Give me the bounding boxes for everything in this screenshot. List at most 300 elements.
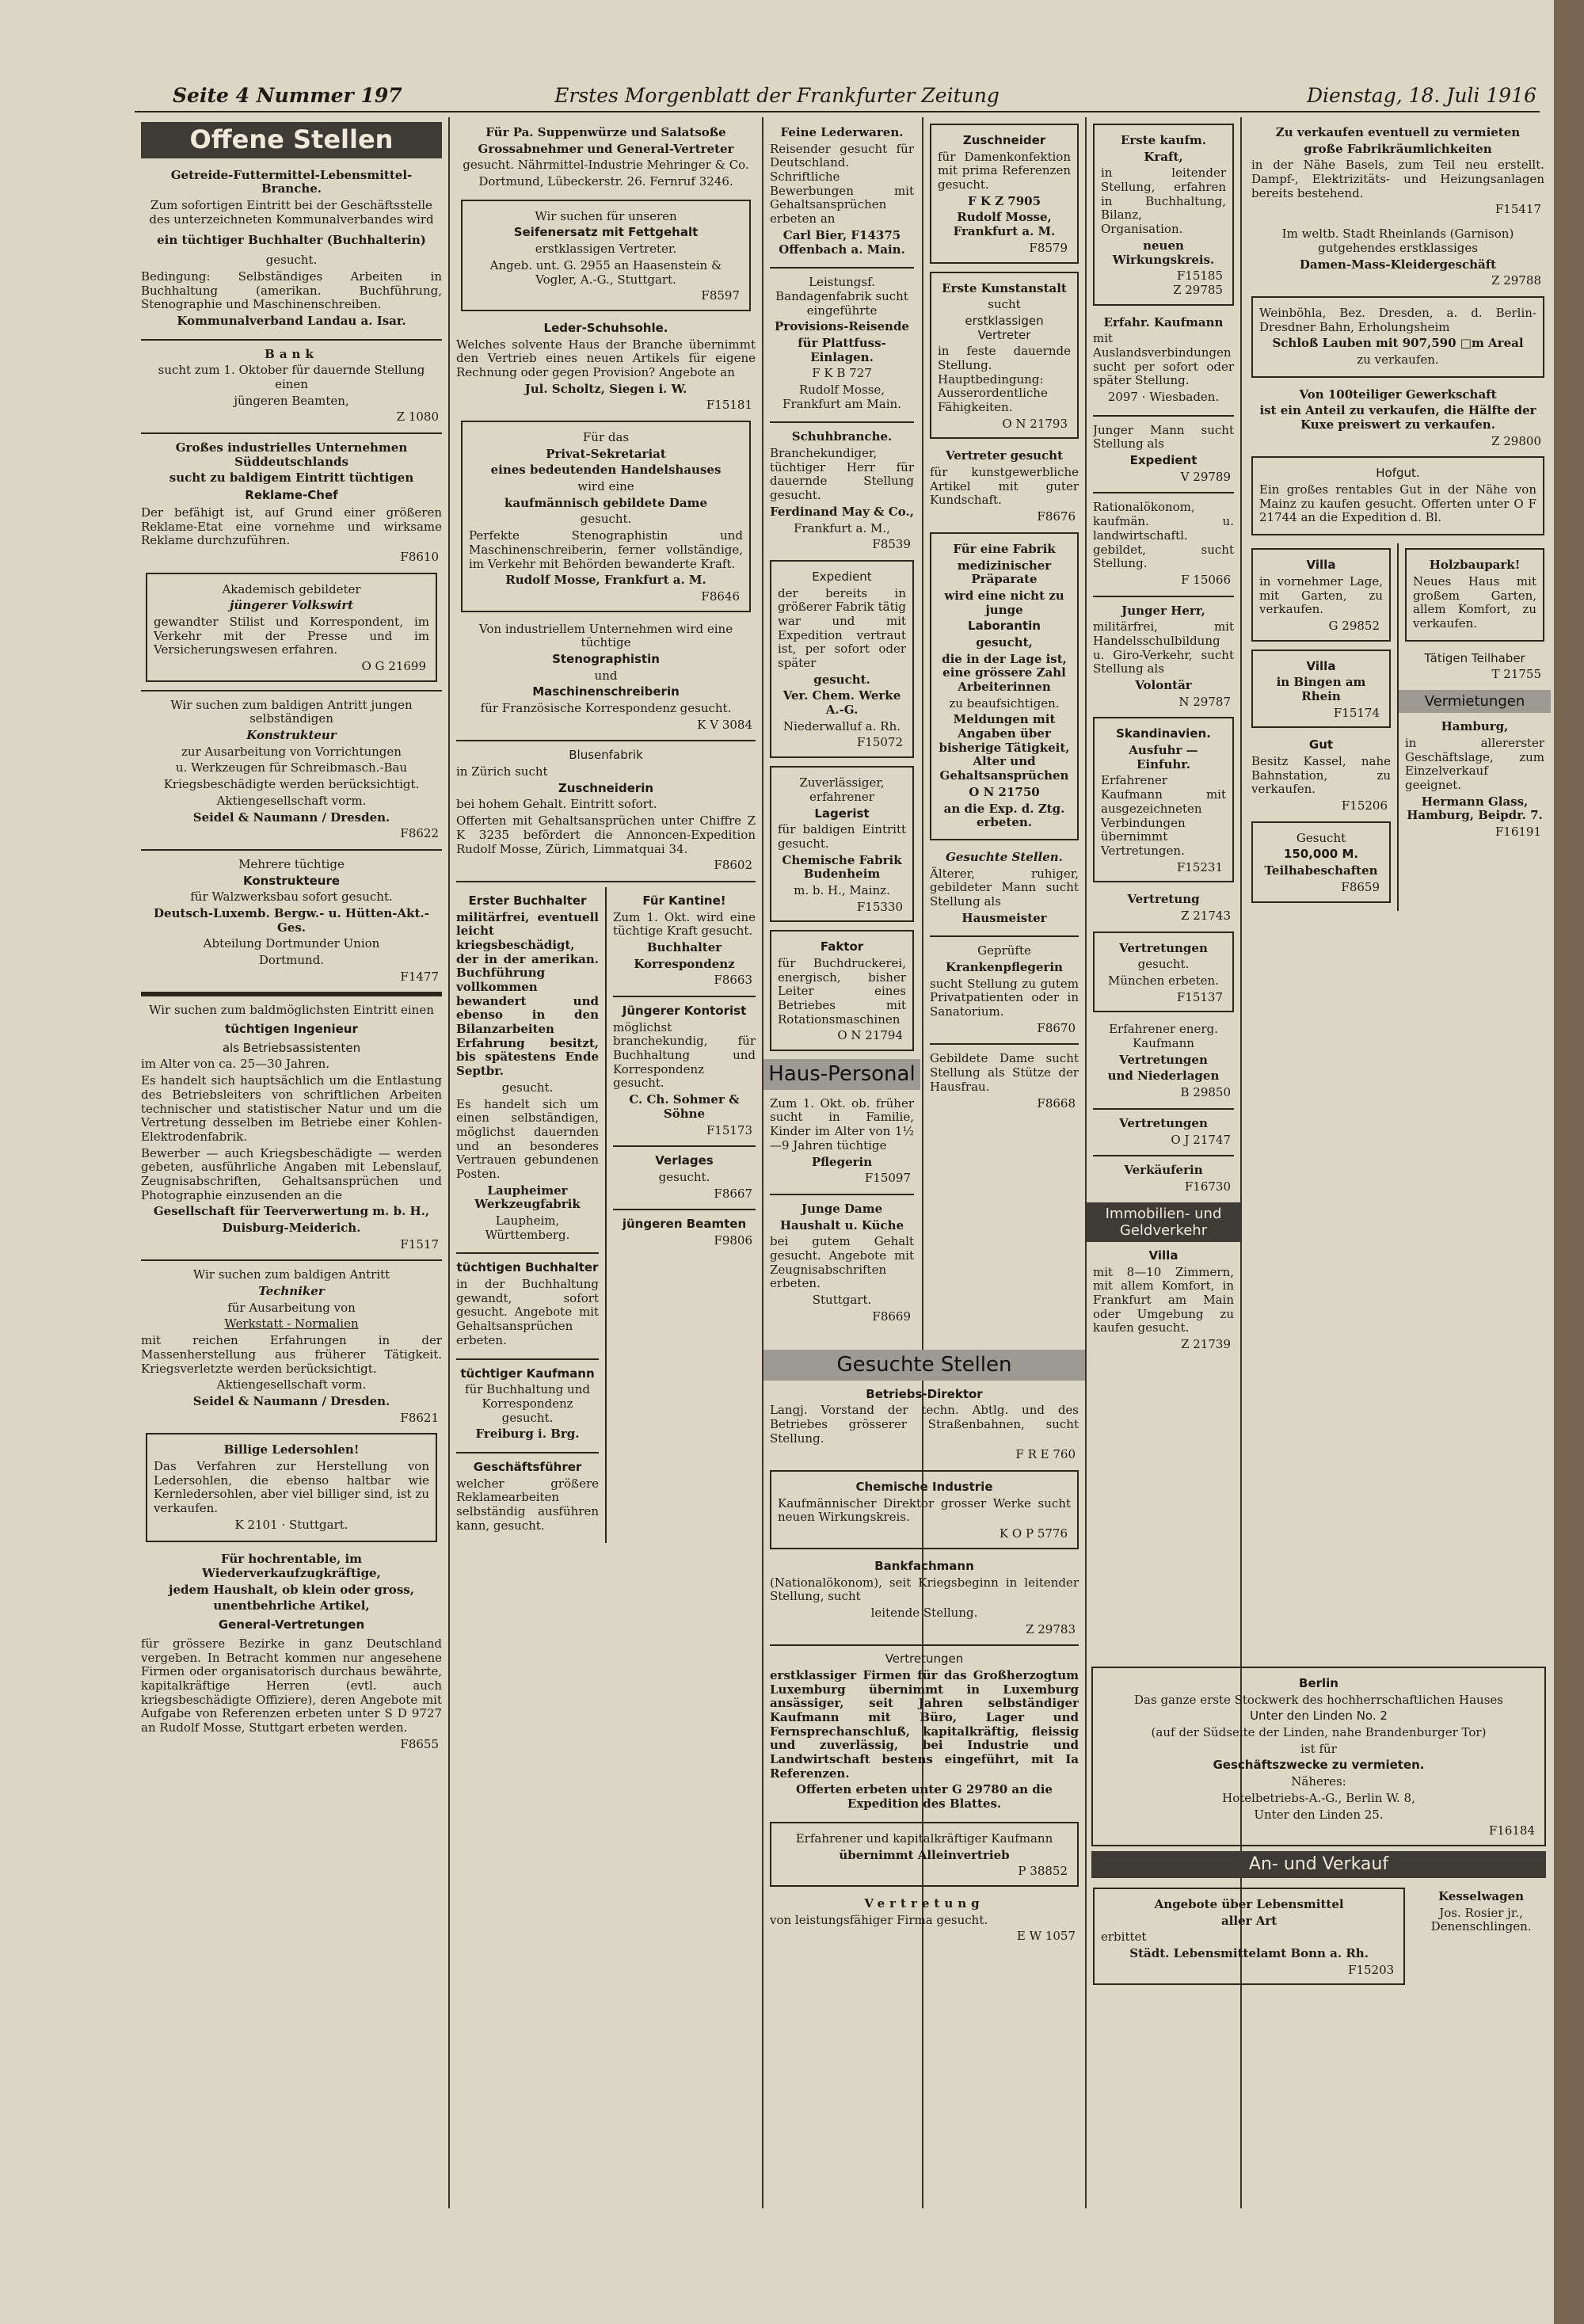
ad-signature: Carl Bier, F14375 Offenbach a. Main. — [779, 227, 905, 257]
ad-damen-mass — [1251, 225, 1544, 288]
ad-general-vertretungen — [141, 1550, 442, 1751]
ad-headline: Angebote über Lebensmittel — [1154, 1896, 1344, 1911]
section-band-offene-stellen — [141, 122, 442, 158]
ad-text: Wir suchen zum baldmöglichsten Eintritt einen — [149, 1003, 434, 1018]
ad-kunstanstalt — [930, 272, 1079, 440]
ad-chemische-industrie — [770, 1470, 1079, 1549]
bottom-right — [1411, 1883, 1551, 1993]
ad-text: Es handelt sich hauptsächlich um die Entlastung des Betriebsleiters von schriftlichen Arbeiten technischer und statistischer Natur und um die Vertretung desselben im Betriebe einer Kohlen-Elektrodenfabrik. — [141, 1073, 442, 1144]
ad-schuhbranche: Schuhbranche. Branchekundiger, tüchtiger Herr für dauernde Stellung gesucht. Ferdinand May & Co., Frankfurt a. M., F8539 — [770, 429, 914, 552]
ad-headline: übernimmt Alleinvertrieb — [839, 1847, 1010, 1862]
ad-headline: tüchtigen Ingenieur — [225, 1022, 358, 1037]
ad-energ-kaufmann — [1093, 1020, 1234, 1099]
page-number-label: Seite 4 Nummer 197 — [173, 84, 402, 107]
ad-text: Es handelt sich um einen selbständigen, möglichst dauernden und an besonderes Vertrauen gebundenen Posten. — [456, 1096, 599, 1181]
ad-headline: Verlages — [655, 1153, 714, 1168]
ad-headline: Pflegerin — [811, 1154, 873, 1169]
ad-text: gesucht. Nährmittel-Industrie Mehringer & Co. — [463, 158, 749, 173]
ad-divider — [456, 1358, 599, 1360]
ad-divider — [770, 421, 914, 423]
column-4 — [923, 119, 1085, 1118]
ad-divider — [141, 339, 442, 341]
ad-schloss-lauben — [1251, 296, 1544, 378]
ad-headline: Schloß Lauben mit 907,590 □m Areal — [1272, 336, 1524, 351]
ad-code: F8659 — [1341, 879, 1380, 894]
ad-blusenfabrik — [456, 746, 756, 873]
ad-headline: Kesselwagen — [1438, 1888, 1525, 1903]
ad-headline: Zuschneiderin — [558, 780, 654, 795]
ad-text: Haushalt u. Küche — [779, 1217, 904, 1232]
ad-text: erstklassiger Firmen für das Großherzogtum Luxemburg übernimmt in Luxemburg ansässiger, seit Jahren selbständiger Kaufmann mit Büro, Lager und Fernsprechanschluß, kapitalkräftig, fleissig und zuverlässig, bei Industrie und Landwirtschaft bestens eingeführt, mit Ia Referenzen. — [770, 1667, 1079, 1781]
ad-divider — [1093, 415, 1234, 417]
ad-junge-dame: Junge Dame Haushalt u. Küche bei gutem Gehalt gesucht. Angebote mit Zeugnisabschriften erbeten. Stuttgart. F8669 — [770, 1201, 914, 1324]
ad-code: N 29787 — [1178, 694, 1231, 709]
ad-text: Angeb. unt. G. 2955 an Haasenstein & Vogler, A.-G., Stuttgart. — [489, 257, 722, 287]
ad-text: Wiesbaden. — [1149, 390, 1220, 404]
ad-ingenieur — [141, 1001, 442, 1252]
ad-gewerkschaft — [1251, 386, 1544, 449]
ad-headline: Erfahr. Kaufmann — [1103, 314, 1224, 330]
ad-text: für Buchhaltung und Korrespondenz gesucht. — [465, 1382, 590, 1425]
ad-vertreter-gesucht: Vertreter gesucht für kunstgewerbliche Artikel mit guter Kundschaft. F8676 — [930, 448, 1079, 524]
ad-villa-gesucht — [1093, 1247, 1234, 1352]
ad-text: Von industriellem Unternehmen wird eine tüchtige — [478, 621, 733, 650]
ad-headline: Expedient — [812, 569, 872, 584]
ad-text: Teilhabeschaften — [1264, 863, 1378, 878]
ad-lagerist: Zuverlässiger, erfahrener Lagerist für baldigen Eintritt gesucht. Chemische Fabrik Budenheim m. b. H., Mainz. F15330 — [770, 766, 914, 922]
ad-text: Leistungsf. Bandagenfabrik sucht eingeführte — [775, 275, 908, 318]
ad-code: G 29852 — [1328, 618, 1380, 633]
ad-headline: Techniker — [258, 1284, 325, 1299]
ad-text: jedem Haushalt, ob klein oder gross, — [169, 1582, 414, 1597]
ad-headline: Buchhalter — [646, 939, 722, 954]
ad-misc-small: Gebildete Dame sucht Stellung als Stütze der Hausfrau. F8668 — [930, 1051, 1079, 1111]
ad-text: Ein großes rentables Gut in der Nähe von Mainz zu kaufen gesucht. Offerten unter O F 21744 an die Expedition d. Bl. — [1259, 482, 1536, 525]
ad-text: (auf der Südseite der Linden, nahe Brandenburger Tor) — [1151, 1725, 1487, 1740]
ad-kesselwagen — [1418, 1888, 1544, 1937]
ad-rationaloekonom — [1093, 498, 1234, 587]
column-3 — [763, 119, 920, 1332]
ad-text: Für eine Fabrik — [953, 541, 1056, 556]
ad-headline: Vertretung — [1127, 892, 1200, 907]
ad-code: F8579 — [1029, 240, 1068, 255]
ad-signature: Laupheimer Werkzeugfabrik — [474, 1183, 581, 1212]
ad-text: in vornehmer Lage, mit Garten, zu verkaufen. — [1259, 573, 1383, 617]
ad-text: gesucht. — [658, 1169, 710, 1184]
ad-headline: Leder-Schuhsohle. — [543, 320, 668, 335]
ad-text: Langj. Vorstand der techn. Abtlg. und des Betriebes grösserer Straßenbahnen, sucht Stellung. — [770, 1403, 1079, 1446]
ad-reklame-chef: Großes industrielles Unternehmen Süddeutschlands sucht zu baldigem Eintritt tüchtigen Reklame-Chef Der befähigt ist, auf Grund einer größeren Reklame-Etat eine vornehme und wirksame Reklame durchzuführen. F8610 — [141, 440, 442, 564]
ad-headline: Faktor — [820, 939, 864, 954]
ad-headline: Konstrukteur — [246, 728, 337, 743]
ad-code: F15417 — [1495, 202, 1541, 217]
wide-bottom-block — [763, 1347, 1085, 1952]
ad-text: eines bedeutenden Handelshauses — [490, 463, 722, 478]
ad-stenographistin — [456, 620, 756, 733]
section-title: Haus-Personal — [768, 1062, 916, 1087]
ad-code: F16184 — [1488, 1823, 1535, 1838]
ad-text: neuen Wirkungskreis. — [1112, 238, 1215, 267]
ad-divider — [456, 881, 756, 882]
ad-divider — [141, 432, 442, 434]
ad-text: sucht zum 1. Oktober für dauernde Stellung einen — [158, 363, 425, 391]
ad-headline: Unter den Linden No. 2 — [1250, 1709, 1388, 1724]
ad-divider — [456, 1252, 599, 1254]
ad-text: Das Verfahren zur Herstellung von Ledersohlen, die ebenso haltbar wie Kernledersohlen, aber viel billiger sind, ist zu verkaufen. — [154, 1458, 429, 1515]
ad-text: Erste kaufm. — [1120, 133, 1207, 147]
ad-seifenersatz — [461, 200, 751, 311]
ad-text: zur Ausarbeitung von Vorrichtungen — [181, 744, 402, 759]
col6-left — [1245, 543, 1399, 910]
ad-pflegerin — [770, 1095, 914, 1186]
column-6 — [1245, 119, 1551, 911]
column-5 — [1087, 119, 1240, 1360]
ad-headline: Vertretungen — [1119, 1115, 1208, 1130]
ad-code: F8668 — [1037, 1095, 1076, 1111]
ad-signature: Kommunalverband Landau a. Isar. — [177, 313, 406, 328]
ad-headline: ein tüchtiger Buchhalter (Buchhalterin) — [157, 232, 426, 247]
ad-headline: Stenographistin — [552, 651, 660, 666]
ad-text: Wir suchen für unseren — [535, 208, 677, 223]
ad-headline: Maschinenschreiberin — [532, 684, 680, 699]
ad-text: Werkstatt - Normalien — [224, 1316, 359, 1332]
ad-techniker: Wir suchen zum baldigen Antritt Techniker für Ausarbeitung von Werkstatt - Normalien mit reichen Erfahrungen in der Massenherstellung aus früherer Tätigkeit. Kriegsverletzte werden berücksichtigt. Aktiengesellschaft vorm. Seidel & Naumann / Dresden. F8621 — [141, 1267, 442, 1425]
ad-headline: Villa — [1306, 558, 1336, 573]
ad-headline: Privat-Sekretariat — [546, 446, 666, 461]
ad-text: erbittet — [1101, 1930, 1147, 1945]
section-title: An- und Verkauf — [1248, 1853, 1389, 1874]
ad-signature: Seidel & Naumann / Dresden. — [192, 810, 390, 825]
ad-headline: Von 100teiliger Gewerkschaft — [1299, 387, 1497, 402]
ad-erster-buchhalter — [456, 892, 599, 1245]
section-band-haus-personal — [763, 1059, 920, 1090]
ad-text: Laupheim, Württemberg. — [485, 1213, 570, 1242]
ad-headline: jüngeren Beamten, — [234, 393, 349, 408]
ad-text: Erfahrener und kapitalkräftiger Kaufmann — [795, 1831, 1053, 1846]
ad-divider — [930, 935, 1079, 937]
ad-holzbaupark: Holzbaupark! Neues Haus mit großem Garten, allem Komfort, zu verkaufen. — [1405, 548, 1544, 641]
ad-code: F15072 — [856, 735, 903, 750]
ad-headline: tüchtiger Kaufmann — [460, 1366, 595, 1381]
ad-headline: Junge Dame — [801, 1201, 883, 1216]
ad-code: Z 1080 — [396, 410, 439, 425]
ad-fabrikraeume — [1251, 124, 1544, 217]
ad-verkaeuferin — [1093, 1161, 1234, 1194]
ad-code: F8597 — [701, 288, 740, 303]
ad-tuechtigen-buchhalter: tüchtigen Buchhalter in der Buchhaltung gewandt, sofort gesucht. Angebote mit Gehaltsansprüchen erbeten. — [456, 1260, 599, 1347]
ad-text: Geprüfte — [977, 943, 1031, 958]
ad-text: für grössere Bezirke in ganz Deutschland vergeben. In Betracht kommen nur angesehene Firmen oder organisatorisch durchaus bewährte, kapitalkräftige Herren (evtl. auch kriegsbeschädigte Offiziere), deren Angebote mit Aufgabe von Referenzen erbeten unter S D 9727 an Rudolf Mosse, Stuttgart erbeten werden. — [141, 1636, 442, 1735]
ad-headline: Skandinavien. — [1116, 726, 1211, 741]
ad-vertretungen-2 — [1093, 1114, 1234, 1147]
ad-text: Für Pa. Suppenwürze und Salatsoße — [485, 125, 726, 139]
ad-code: O N 21793 — [1002, 416, 1068, 431]
ad-text: Großes industrielles Unternehmen Süddeutschlands — [175, 440, 408, 469]
ad-text: und Niederlagen — [1107, 1069, 1220, 1084]
ad-headline: Vertreter gesucht — [945, 448, 1064, 463]
ad-text: Duisburg-Meiderich. — [222, 1221, 361, 1235]
ad-text: Frankfurt a. M., — [794, 520, 890, 535]
ad-text: Meldungen mit Angaben über bisherige Tätigkeit, Alter und Gehaltsansprüchen — [939, 712, 1070, 783]
ad-headline: tüchtigen Buchhalter — [456, 1260, 599, 1275]
ad-suppenwuerze — [456, 124, 756, 192]
ad-gesuchte-stellen-small: Gesuchte Stellen. Älterer, ruhiger, gebildeter Mann sucht Stellung als Hausmeister — [930, 849, 1079, 925]
ad-text: Gesucht — [1296, 830, 1346, 845]
ad-text: für Damenkonfektion mit prima Referenzen gesucht. — [938, 149, 1071, 192]
ad-lederwaren — [770, 124, 914, 259]
ad-divider — [456, 740, 756, 741]
ad-faktor — [770, 930, 914, 1051]
ad-vertretung-wide: Vertretung von leistungsfähiger Firma gesucht. E W 1057 — [770, 1895, 1079, 1944]
ad-erste-kaufm-kraft: Erste kaufm. Kraft, in leitender Stellung, erfahren in Buchhaltung, Bilanz, Organisation. neuen Wirkungskreis. F15185 Z 29785 — [1093, 124, 1234, 306]
ad-text: Mehrere tüchtige — [238, 856, 345, 871]
ad-headline: Bankfachmann — [874, 1558, 974, 1573]
ad-text: Hotelbetriebs-A.-G., Berlin W. 8, — [1222, 1790, 1415, 1805]
ad-expedient: Expedient der bereits in größerer Fabrik tätig war und mit Expedition vertraut ist, per sofort oder später gesucht. Ver. Chem. Werke A.-G. Niederwalluf a. Rh. F15072 — [770, 560, 914, 758]
ad-code: F 15066 — [1181, 572, 1231, 587]
ad-signature: Jos. Rosier jr., Denenschlingen. — [1430, 1905, 1532, 1934]
ad-text: Zum sofortigen Eintritt bei der Geschäftsstelle des unterzeichneten Kommunalverbandes wird — [149, 198, 434, 227]
ad-tuechtiger-kaufmann — [456, 1365, 599, 1444]
ad-divider — [141, 690, 442, 691]
ad-text: Erste Kunstanstalt — [942, 280, 1067, 295]
ad-code: Z 21743 — [1181, 908, 1231, 923]
ad-signature: Städt. Lebensmittelamt Bonn a. Rh. — [1129, 1945, 1369, 1960]
ad-text: gesucht. — [265, 253, 318, 268]
ad-headline: Krankenpflegerin — [946, 960, 1063, 974]
ad-bank — [141, 345, 442, 425]
ad-vertretungen-luxemburg — [770, 1651, 1079, 1814]
ad-villa-bingen — [1251, 650, 1391, 729]
ad-text: Abteilung Dortmunder Union — [203, 936, 380, 951]
ad-code: K 2101 — [234, 1517, 278, 1532]
ad-text: mit Auslandsverbindungen sucht per sofort oder später Stellung. — [1093, 331, 1234, 388]
ad-code: F8667 — [714, 1186, 752, 1201]
ad-text: Für das — [582, 430, 630, 444]
ad-code: F9806 — [714, 1232, 752, 1248]
ad-text: Dortmund, Lübeckerstr. 26. Fernruf 3246. — [478, 174, 733, 189]
ad-gut: Gut Besitz Kassel, nahe Bahnstation, zu verkaufen. F15206 — [1251, 737, 1391, 813]
ad-text: militärfrei, mit Handelsschulbildung u. Giro-Verkehr, sucht Stellung als — [1093, 619, 1234, 676]
ad-headline: Verkäuferin — [1124, 1163, 1203, 1178]
ad-text: in der Nähe Basels, zum Teil neu erstellt. Dampf-, Elektrizitäts- und Heizungsanlagen bereits bestehend. — [1251, 158, 1544, 200]
ad-headline: Geschäftszwecke zu vermieten. — [1213, 1758, 1425, 1773]
ad-geschaeftsfuehrer: Geschäftsführer welcher größere Reklamearbeiten selbständig ausführen kann, gesucht. — [456, 1459, 599, 1533]
ad-headline: Junger Herr, — [1121, 603, 1205, 618]
ad-divider — [1093, 596, 1234, 597]
ad-text: Reisender gesucht für Deutschland. Schriftliche Bewerbungen mit Gehaltsansprüchen erbeten an — [770, 141, 914, 227]
ad-text: u. Werkzeugen für Schreibmasch.-Bau — [175, 760, 408, 775]
ad-divider — [141, 849, 442, 851]
ad-text: Für hochrentable, im Wiederverkaufzugkräftige, — [202, 1552, 381, 1581]
ad-code: F8621 — [400, 1410, 439, 1425]
ad-subheadline: als Betriebsassistenten — [222, 1040, 361, 1055]
ad-text: für Walzwerksbau sofort gesucht. — [190, 890, 393, 905]
ad-headline: Holzbaupark! — [1429, 558, 1521, 573]
ad-text: für Plattfuss-Einlagen. — [798, 335, 886, 364]
newspaper-title: Erstes Morgenblatt der Frankfurter Zeitung — [554, 84, 1000, 107]
ad-text: bei hohem Gehalt. Eintritt sofort. — [456, 797, 657, 812]
ad-volkswirt: Akademisch gebildeter jüngerer Volkswirt gewandter Stilist und Korrespondent, im Verkehr mit der Presse und im Versicherungswesen erfahren. O G 21699 — [146, 573, 437, 682]
ad-headline: Für Kantine! — [642, 893, 726, 908]
ad-text: gesucht, — [976, 634, 1033, 650]
ad-kantine: Für Kantine! Zum 1. Okt. wird eine tüchtige Kraft gesucht. Buchhalter Korrespondenz F8663 — [613, 893, 756, 988]
ad-headline: Berlin — [1299, 1676, 1338, 1690]
ad-signature: Ver. Chem. Werke A.-G. — [782, 688, 901, 718]
ad-juengeren-beamten — [613, 1215, 756, 1248]
ad-headline: Provisions-Reisende — [775, 319, 909, 334]
ad-code: F16191 — [1495, 824, 1541, 839]
ad-code: B 29850 — [1180, 1085, 1231, 1100]
ad-verlages — [613, 1152, 756, 1201]
ad-headline: Kraft, — [1144, 149, 1183, 164]
ad-code: F15231 — [1176, 859, 1223, 874]
section-title: Gesuchte Stellen — [836, 1353, 1012, 1377]
ad-divider — [613, 996, 756, 997]
col6-right — [1399, 543, 1551, 910]
ad-text: und — [594, 668, 618, 683]
ad-text: im Alter von ca. 25—30 Jahren. — [141, 1057, 330, 1072]
ad-divider — [770, 1194, 914, 1195]
ad-code: Z 29785 — [1173, 282, 1223, 297]
ad-code: F15206 — [1341, 798, 1388, 813]
ad-text: Bedingung: Selbständiges Arbeiten in Buchhaltung (amerikan. Buchführung, Stenographie und Maschinenschreiben. — [141, 269, 442, 312]
ad-code: F15185 — [1176, 269, 1223, 284]
ad-text: die in der Lage ist, eine grössere Zahl Arbeiterinnen — [942, 651, 1067, 694]
berlin-block — [1087, 1663, 1551, 1993]
ad-text: mit 8—10 Zimmern, mit allem Komfort, in Frankfurt am Main oder Umgebung zu kaufen gesucht. — [1093, 1264, 1234, 1335]
ad-konstrukteur — [141, 696, 442, 841]
ad-text: Perfekte Stenographistin und Maschinenschreiberin, ferner vollständige, im Verkehr mit Behörden bewanderte Kraft. — [469, 528, 743, 571]
ad-divider — [141, 992, 442, 996]
ad-code: F15330 — [856, 899, 903, 914]
ad-headline: Feine Lederwaren. — [780, 125, 904, 139]
ad-text: leitende Stellung. — [870, 1605, 978, 1620]
ad-code: F15097 — [864, 1171, 911, 1186]
ad-text: zu verkaufen. — [1357, 352, 1439, 367]
ad-bankfachmann: Bankfachmann (Nationalökonom), seit Kriegsbeginn in leitender Stellung, sucht leitende Stellung. Z 29783 — [770, 1558, 1079, 1636]
column-2 — [450, 119, 762, 1543]
ad-hofgut — [1251, 456, 1544, 535]
ad-code: F8655 — [400, 1736, 439, 1751]
col2-split — [450, 887, 762, 1544]
ad-kommunalverband — [141, 166, 442, 331]
ad-text: militärfrei, eventuell leicht kriegsbeschädigt, der in der amerikan. Buchführung vollkommen bewandert und ebenso in den Bilanzarbeiten Erfahrung besitzt, bis spätestens Ende Septbr. — [456, 909, 599, 1079]
section-band-an-verkauf — [1091, 1851, 1546, 1878]
ad-headline: Billige Ledersohlen! — [223, 1442, 360, 1457]
ad-kontorist: Jüngerer Kontorist möglichst branchekundig, für Buchhaltung und Korrespondenz gesucht. C. Ch. Sohmer & Söhne F15173 — [613, 1004, 756, 1137]
ad-code: 2097 — [1107, 390, 1138, 404]
bottom-split — [1087, 1883, 1551, 1993]
ad-code: F8610 — [400, 549, 439, 564]
ad-headline: Gut — [1308, 737, 1334, 752]
ad-headline: Tätigen Teilhaber — [1424, 650, 1525, 665]
ad-text: sucht zu baldigem Eintritt tüchtigen — [169, 471, 414, 486]
ad-text: kaufmännisch gebildete Dame — [504, 495, 708, 510]
ad-headline: Vertretungen — [1119, 1052, 1208, 1067]
ad-text: Rudolf Mosse, Frankfurt am Main. — [782, 383, 901, 411]
ad-text: Erfahrener energ. Kaufmann — [1109, 1022, 1218, 1051]
header-rule — [135, 111, 1540, 112]
ad-betriebs-direktor — [770, 1385, 1079, 1462]
ad-headline: Geschäftsführer — [473, 1459, 582, 1474]
ad-text: ist ein Anteil zu verkaufen, die Hälfte der Kuxe preiswert zu verkaufen. — [1259, 403, 1536, 432]
ad-text: gesucht. — [1137, 957, 1190, 972]
ad-headline: Jüngerer Kontorist — [622, 1004, 747, 1018]
ad-ledersohlen: Billige Ledersohlen! Das Verfahren zur Herstellung von Ledersohlen, die ebenso haltbar wie Kernledersohlen, aber viel billiger sind, ist zu verkaufen. K 2101 · Stuttgart. — [146, 1433, 437, 1542]
ad-signature: Seidel & Naumann / Dresden. — [192, 1393, 390, 1408]
page-spine — [1554, 0, 1584, 2324]
bottom-left — [1087, 1883, 1411, 1993]
ad-text: Dortmund. — [258, 953, 325, 967]
ad-text: zu beaufsichtigen. — [949, 695, 1060, 711]
ad-code: Z 29800 — [1491, 433, 1541, 448]
ad-code: F K Z 7905 — [967, 193, 1041, 208]
ad-headline: Reklame-Chef — [245, 488, 338, 503]
ad-headline: Zu verkaufen eventuell zu vermieten — [1275, 125, 1521, 139]
ad-text: Stuttgart. — [288, 1517, 348, 1532]
ad-text: Ausfuhr — Einfuhr. — [1129, 743, 1198, 771]
ad-headline: Laborantin — [968, 619, 1041, 634]
ad-signature: Ferdinand May & Co., — [770, 504, 914, 519]
ad-text: m. b. H., Mainz. — [794, 882, 890, 897]
page-header — [0, 79, 1554, 111]
ad-erfahr-kaufmann: Erfahr. Kaufmann mit Auslandsverbindungen sucht per sofort oder später Stellung. 2097 · Wiesbaden. — [1093, 314, 1234, 404]
ad-headline: Konstrukteure — [242, 873, 341, 888]
ad-divider — [1093, 1155, 1234, 1156]
ad-divider — [770, 1644, 1079, 1646]
ad-divider — [770, 267, 914, 269]
ad-title: Gesuchte Stellen. — [946, 849, 1063, 864]
ad-headline: Schuhbranche. — [791, 429, 893, 444]
ad-text: Kaufmännischer Direktor grosser Werke sucht neuen Wirkungskreis. — [778, 1495, 1071, 1525]
ad-code: K V 3084 — [697, 717, 752, 732]
ad-code: F8539 — [872, 537, 911, 552]
ad-headline: 150,000 M. — [1283, 847, 1359, 862]
ad-headline: Korrespondenz — [634, 956, 735, 971]
ad-headline: Betriebs-Direktor — [866, 1386, 983, 1401]
ad-text: Niederwalluf a. Rh. — [782, 718, 901, 733]
ad-headline: Volontär — [1135, 678, 1192, 692]
ad-text: für Französische Korrespondenz gesucht. — [480, 701, 732, 715]
ad-text: für Buchdruckerei, energisch, bisher Leiter eines Betriebes mit Rotationsmaschinen — [778, 956, 906, 1027]
ad-code: F15181 — [706, 398, 752, 413]
ad-signature: C. Ch. Sohmer & Söhne — [629, 1092, 740, 1121]
ad-text: gesucht. — [813, 672, 870, 687]
ad-text: München erbeten. — [1108, 973, 1219, 988]
issue-date: Dienstag, 18. Juli 1916 — [1306, 84, 1536, 107]
ad-signature: Gesellschaft für Teerverwertung m. b. H., — [153, 1204, 430, 1219]
ad-text: Rationalökonom, kaufmän. u. landwirtschaftl. gebildet, sucht Stellung. — [1093, 500, 1234, 571]
ad-text: Zuverlässiger, erfahrener — [799, 775, 885, 804]
ad-signature: Rudolf Mosse, Frankfurt a. M. — [505, 573, 706, 588]
ad-konstrukteure — [141, 855, 442, 985]
ad-text: erstklassigen Vertreter. — [535, 242, 677, 257]
ad-divider — [613, 1209, 756, 1210]
ad-headline: Seifenersatz mit Fettgehalt — [513, 225, 699, 240]
ad-provisions-reisende — [770, 273, 914, 413]
ad-headline: Vertretung — [864, 1895, 984, 1911]
ad-text: sucht — [988, 297, 1021, 312]
ad-code: F8646 — [701, 589, 740, 604]
ad-text: Akademisch gebildeter — [222, 581, 361, 596]
ad-text: Kriegsbeschädigte werden berücksichtigt. — [163, 777, 420, 792]
ad-title: Getreide-Futtermittel-Lebensmittel-Branche. — [170, 167, 413, 196]
ad-vertretung-col5 — [1093, 890, 1234, 923]
section-title: Immobilien- und Geldverkehr — [1105, 1205, 1222, 1239]
ad-laborantin — [930, 532, 1079, 840]
ad-code: F8622 — [400, 826, 439, 841]
